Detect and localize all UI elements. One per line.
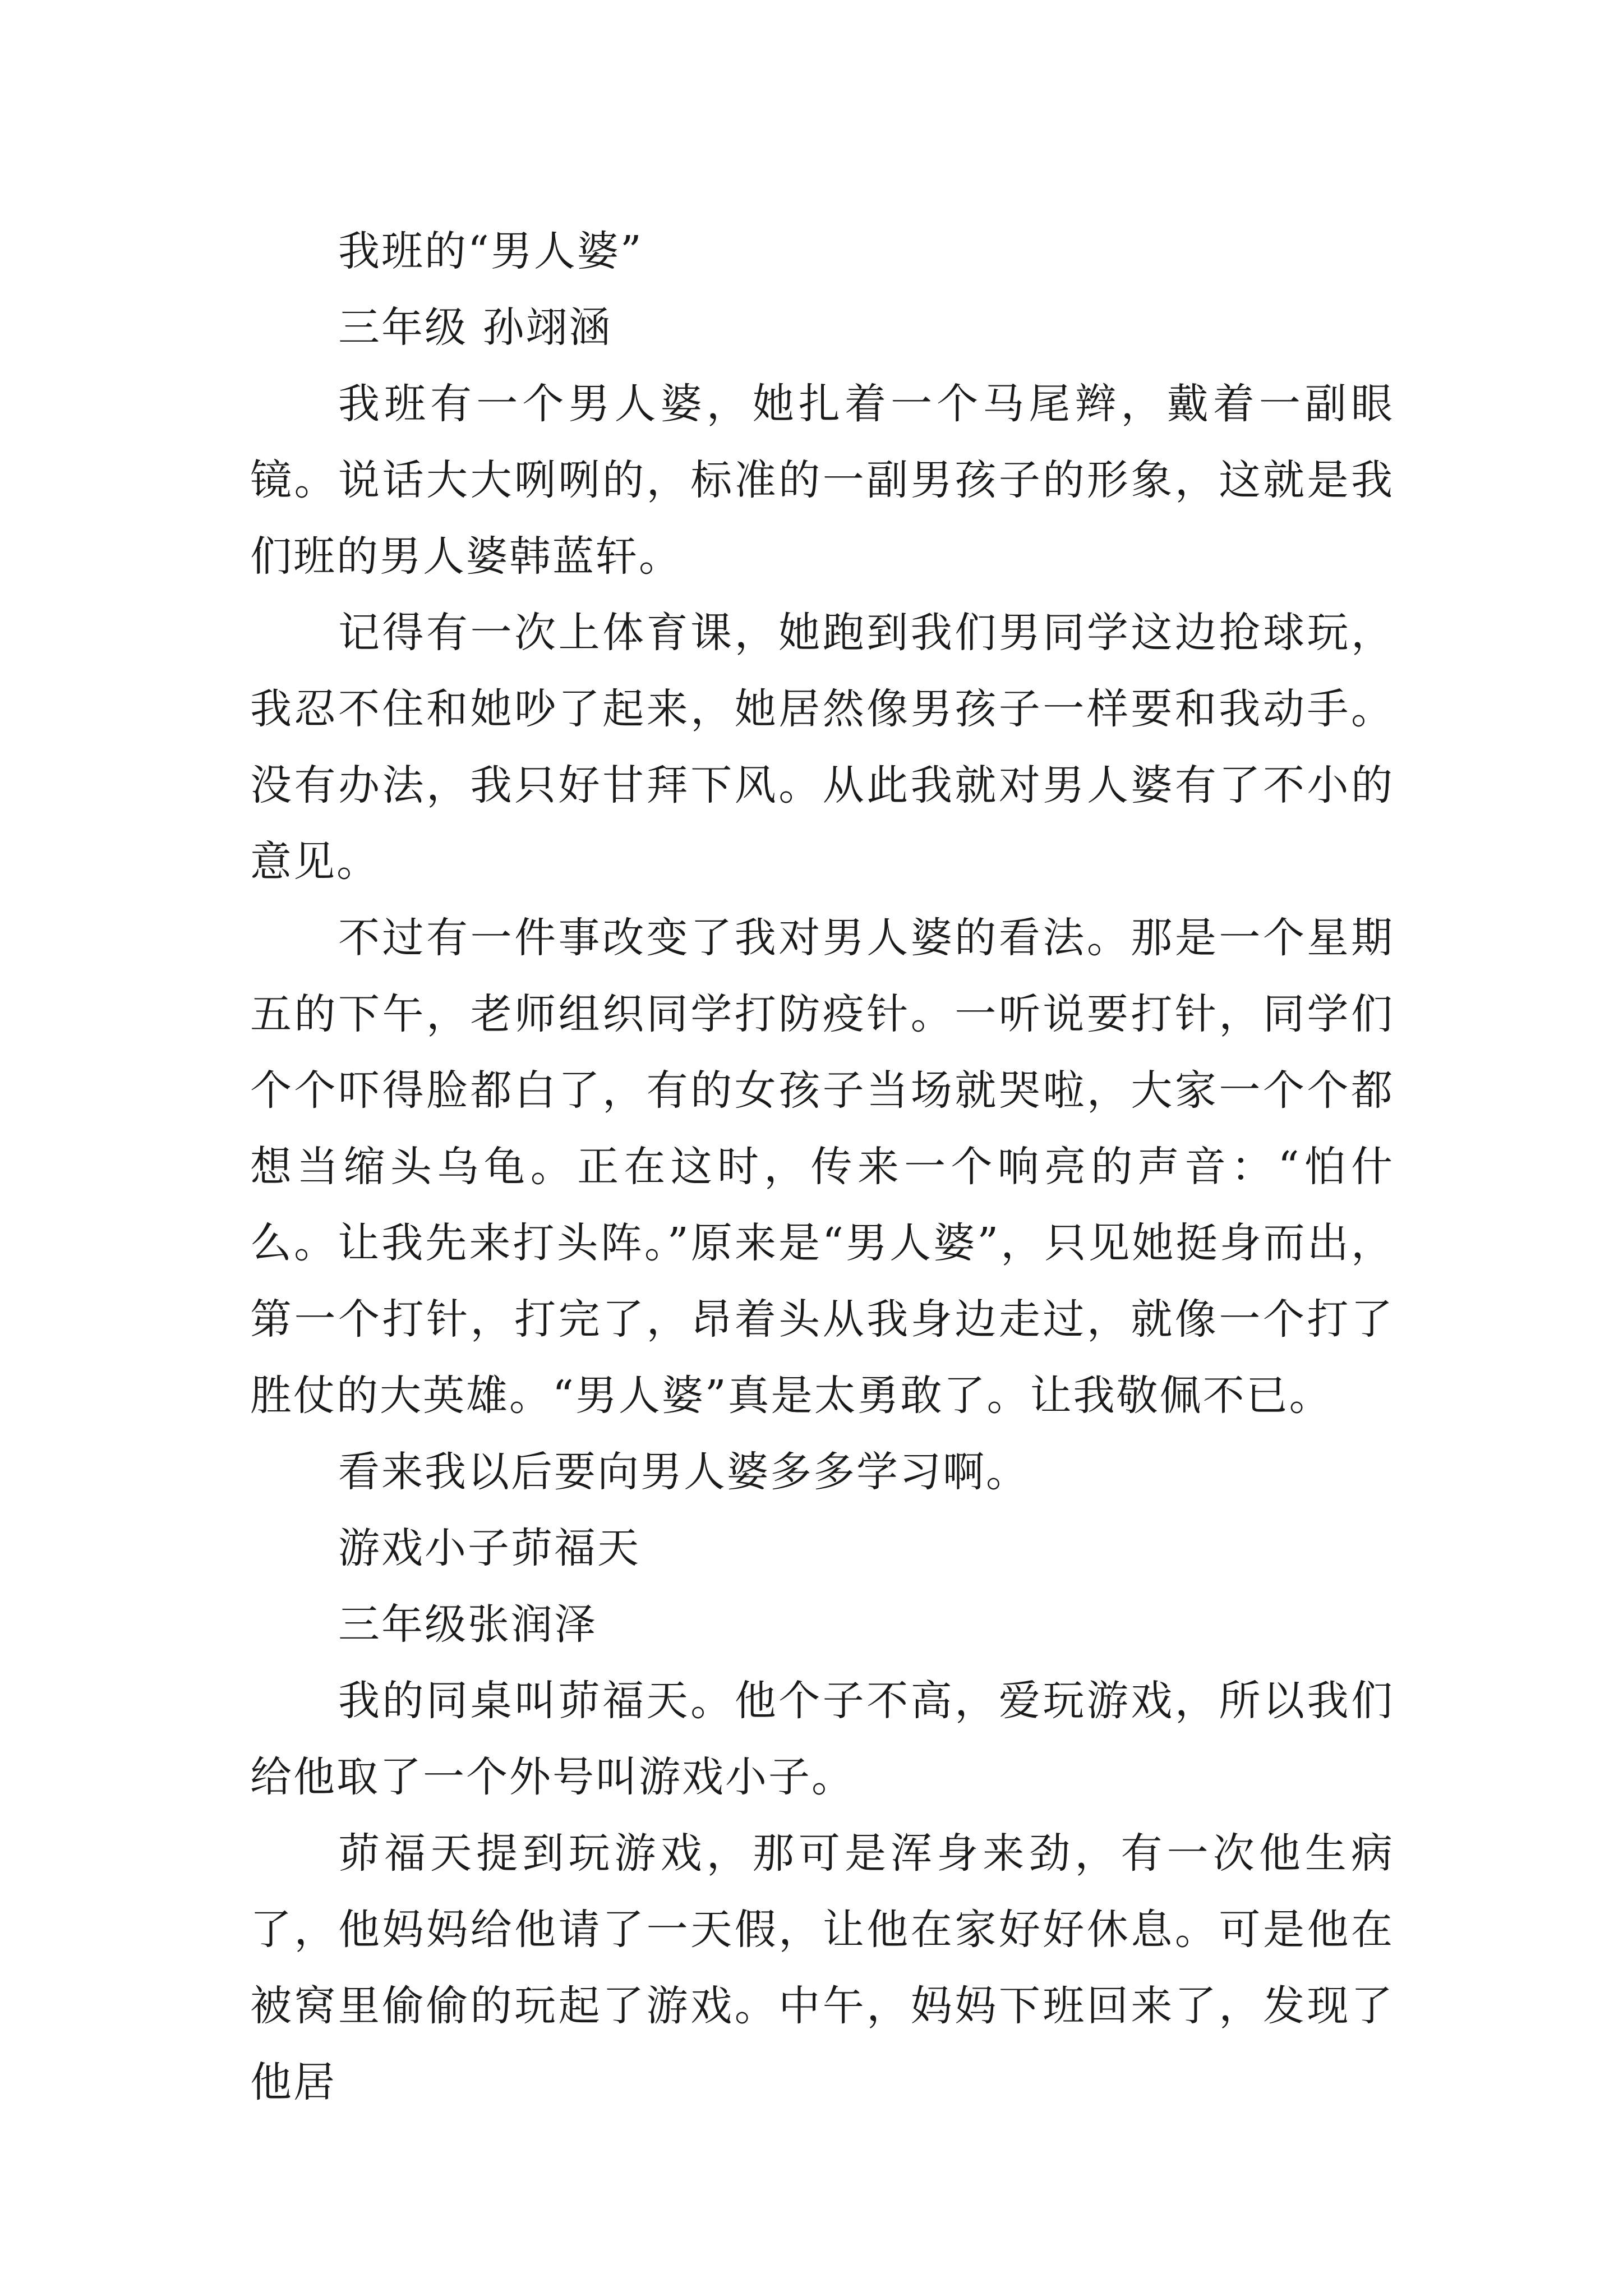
paragraph: 不过有一件事改变了我对男人婆的看法。那是一个星期五的下午，老师组织同学打防疫针。一听说要打针，同学们个个吓得脸都白了，有的女孩子当场就哭啦，大家一个个都想当缩头乌龟。正在这时，传来一个响亮的声音：“怕什么。让我先来打头阵。”原来是“男人婆”，只见她挺身而出，第一个打针，打完了，昂着头从我身边走过，就像一个打了胜仗的大英雄。“男人婆”真是太勇敢了。让我敬佩不已。 bbox=[250, 914, 1394, 1420]
paragraph: 记得有一次上体育课，她跑到我们男同学这边抢球玩，我忍不住和她吵了起来，她居然像男孩子一样要和我动手。没有办法，我只好甘拜下风。从此我就对男人婆有了不小的意见。 bbox=[250, 609, 1394, 886]
essay-author: 三年级 孙翊涵 bbox=[338, 303, 612, 352]
document-body bbox=[250, 213, 1394, 2120]
paragraph: 看来我以后要向男人婆多多学习啊。 bbox=[338, 1448, 1029, 1496]
essay-title: 我班的“男人婆” bbox=[338, 227, 643, 275]
paragraph: 我班有一个男人婆，她扎着一个马尾辫，戴着一副眼镜。说话大大咧咧的，标准的一副男孩子的形象，这就是我们班的男人婆韩蓝轩。 bbox=[250, 380, 1394, 581]
essay-author: 三年级张润泽 bbox=[338, 1600, 597, 1649]
essay-title: 游戏小子茆福天 bbox=[338, 1524, 640, 1572]
paragraph: 我的同桌叫茆福天。他个子不高，爱玩游戏，所以我们给他取了一个外号叫游戏小子。 bbox=[250, 1677, 1394, 1801]
paragraph: 茆福天提到玩游戏，那可是浑身来劲，有一次他生病了，他妈妈给他请了一天假，让他在家好好休息。可是他在被窝里偷偷的玩起了游戏。中午，妈妈下班回来了，发现了他居 bbox=[250, 1829, 1394, 2106]
